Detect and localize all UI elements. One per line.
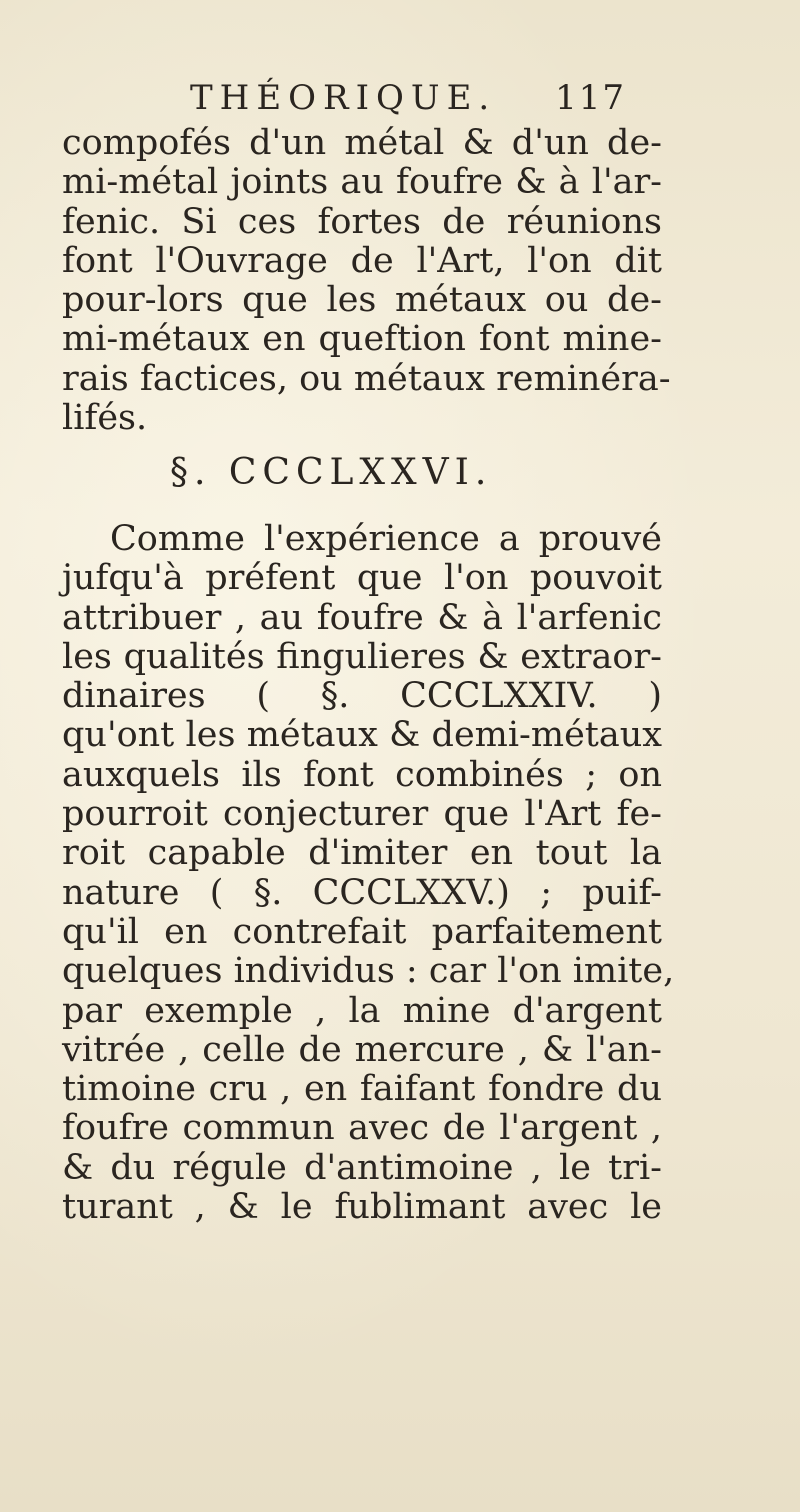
text-line: quelques individus : car l'on imite, <box>62 951 675 992</box>
text-line: fenic. Si ces fortes de réunions <box>62 201 662 242</box>
running-title: THÉORIQUE. <box>190 78 497 118</box>
paragraph-2 <box>62 519 675 1228</box>
text-line: par exemple , la mine d'argent <box>62 990 662 1031</box>
text-line: & du régule d'antimoine , le tri- <box>62 1147 662 1188</box>
text-line: dinaires ( §. CCCLXXIV. ) <box>62 676 662 717</box>
text-line: nature ( §. CCCLXXV.) ; puif- <box>62 872 662 913</box>
text-line: turant , & le fublimant avec le <box>62 1187 662 1228</box>
text-line: compofés d'un métal & d'un de- <box>62 123 662 163</box>
text-line: mi-métal joints au foufre & à l'ar- <box>62 162 662 203</box>
page-number: 117 <box>555 78 626 118</box>
text-line: rais factices, ou métaux reminéra- <box>62 358 671 399</box>
section-heading: §. CCCLXXVI. <box>170 452 493 493</box>
text-line: vitrée , celle de mercure , & l'an- <box>62 1029 662 1070</box>
text-line: mi-métaux en queftion font mine- <box>62 319 662 360</box>
paragraph-1 <box>62 123 671 439</box>
text-line: les qualités finguli​eres & extraor- <box>62 636 662 677</box>
text-line: pourroit conjecturer que l'Art fe- <box>62 794 662 835</box>
text-line: foufre commun avec de l'argent , <box>62 1108 662 1149</box>
text-line: auxquels ils font combinés ; on <box>62 754 662 795</box>
text-line: roit capable d'imiter en tout la <box>62 833 662 874</box>
text-line: qu'ont les métaux & demi-métaux <box>62 715 662 756</box>
text-line: font l'Ouvrage de l'Art, l'on dit <box>62 240 662 281</box>
text-line: attribuer , au foufre & à l'arfenic <box>62 597 662 638</box>
text-line: lifés. <box>62 398 148 439</box>
text-line: pour-lors que les métaux ou de- <box>62 280 662 321</box>
text-line: Comme l'expérience a prouvé <box>110 519 662 559</box>
text-line: qu'il en contrefait parfaitement <box>62 911 662 952</box>
text-line: jufqu'à préfent que l'on pouvoit <box>62 558 662 599</box>
text-line: timoine cru , en faifant fondre du <box>62 1069 662 1110</box>
